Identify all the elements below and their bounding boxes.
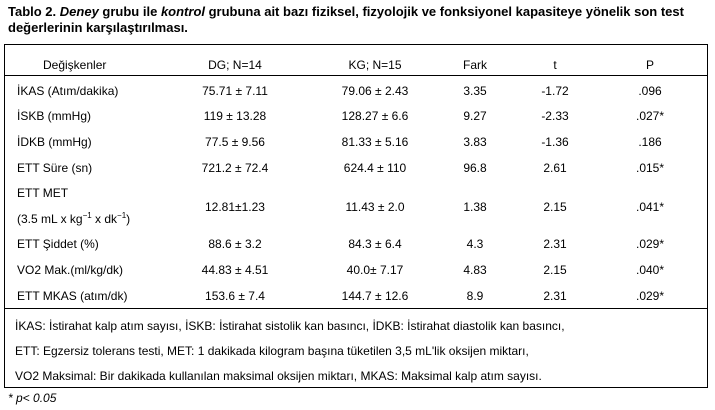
row-6-dg: 44.83 ± 4.51 bbox=[201, 263, 269, 277]
row-4-dg: 12.81±1.23 bbox=[205, 200, 265, 214]
caption-text-1: grubu ile bbox=[98, 4, 161, 19]
footnote-1: İKAS: İstirahat kalp atım sayısı, İSKB: İstirahat sistolik kan basıncı, İDKB: İstirahat diastolik kan basıncı, bbox=[15, 319, 565, 333]
caption-label: Tablo 2. bbox=[8, 4, 57, 19]
row-4-p: .041* bbox=[635, 200, 665, 214]
row-0-fark: 3.35 bbox=[463, 84, 487, 98]
row-0-p: .096 bbox=[638, 84, 662, 98]
header-rule bbox=[5, 75, 707, 76]
header-dg: DG; N=14 bbox=[208, 58, 262, 72]
row-3-kg: 624.4 ± 110 bbox=[343, 161, 407, 175]
row-2-kg: 81.33 ± 5.16 bbox=[341, 135, 409, 149]
row-5-dg: 88.6 ± 3.2 bbox=[208, 237, 262, 251]
row-3-dg: 721.2 ± 72.4 bbox=[201, 161, 269, 175]
row-1-dg: 119 ± 13.28 bbox=[203, 109, 267, 123]
row-7-fark: 8.9 bbox=[466, 289, 484, 303]
row-4-fark: 1.38 bbox=[463, 200, 487, 214]
row-5-fark: 4.3 bbox=[466, 237, 484, 251]
row-0-name: İKAS (Atım/dakika) bbox=[17, 84, 119, 98]
row-5-name: ETT Şiddet (%) bbox=[17, 237, 99, 251]
row-4-unit-e: ) bbox=[126, 212, 131, 226]
header-t: t bbox=[553, 58, 557, 72]
row-7-kg: 144.7 ± 12.6 bbox=[341, 289, 409, 303]
row-2-name: İDKB (mmHg) bbox=[17, 135, 92, 149]
caption-text-2: grubuna ait bazı fiziksel, fizyolojik ve fonksiyonel kapasiteye yönelik son test değerlerinin karşılaştırılması. bbox=[8, 4, 684, 35]
row-6-kg: 40.0± 7.17 bbox=[346, 263, 404, 277]
row-7-name: ETT MKAS (atım/dk) bbox=[17, 289, 128, 303]
header-kg: KG; N=15 bbox=[348, 58, 402, 72]
footnote-2: ETT: Egzersiz tolerans testi, MET: 1 dakikada kilogram başına tüketilen 3,5 mL'lik oksijen miktarı, bbox=[15, 344, 529, 358]
row-4-unit-exp1: −1 bbox=[82, 211, 92, 220]
header-fark: Fark bbox=[463, 58, 487, 72]
table-caption bbox=[8, 4, 708, 36]
row-6-p: .040* bbox=[635, 263, 665, 277]
row-5-p: .029* bbox=[635, 237, 665, 251]
row-0-dg: 75.71 ± 7.11 bbox=[202, 84, 268, 98]
row-6-fark: 4.83 bbox=[463, 263, 487, 277]
caption-kontrol: kontrol bbox=[160, 4, 205, 19]
table-frame bbox=[4, 44, 708, 388]
row-3-name: ETT Süre (sn) bbox=[17, 161, 93, 175]
row-2-dg: 77.5 ± 9.56 bbox=[205, 135, 265, 149]
row-1-p: .027* bbox=[635, 109, 665, 123]
row-7-dg: 153.6 ± 7.4 bbox=[205, 289, 265, 303]
row-0-kg: 79.06 ± 2.43 bbox=[341, 84, 409, 98]
row-5-kg: 84.3 ± 6.4 bbox=[348, 237, 402, 251]
row-6-name: VO2 Mak.(ml/kg/dk) bbox=[17, 263, 124, 277]
header-degiskenler: Değişkenler bbox=[43, 58, 107, 72]
header-p: P bbox=[645, 58, 654, 72]
caption-deney: Deney bbox=[59, 4, 99, 19]
row-4-unit bbox=[17, 212, 130, 226]
row-0-t: -1.72 bbox=[541, 84, 569, 98]
row-7-t: 2.31 bbox=[543, 289, 567, 303]
row-3-p: .015* bbox=[635, 161, 665, 175]
row-7-p: .029* bbox=[635, 289, 665, 303]
row-1-fark: 9.27 bbox=[463, 109, 487, 123]
row-4-unit-c: x dk bbox=[91, 212, 118, 226]
row-6-t: 2.15 bbox=[543, 263, 567, 277]
row-4-kg: 11.43 ± 2.0 bbox=[345, 200, 405, 214]
row-4-t: 2.15 bbox=[543, 200, 567, 214]
row-3-t: 2.61 bbox=[543, 161, 567, 175]
row-5-t: 2.31 bbox=[543, 237, 567, 251]
row-2-p: .186 bbox=[638, 135, 662, 149]
significance-note: * p< 0.05 bbox=[8, 391, 57, 405]
row-3-fark: 96.8 bbox=[463, 161, 487, 175]
row-1-t: -2.33 bbox=[541, 109, 569, 123]
row-1-kg: 128.27 ± 6.6 bbox=[341, 109, 409, 123]
row-2-t: -1.36 bbox=[541, 135, 569, 149]
body-rule bbox=[5, 308, 707, 309]
footnote-3: VO2 Maksimal: Bir dakikada kullanılan maksimal oksijen miktarı, MKAS: Maksimal kalp atım sayısı. bbox=[15, 369, 542, 383]
row-2-fark: 3.83 bbox=[463, 135, 487, 149]
row-4-unit-a: (3.5 mL x kg bbox=[17, 212, 83, 226]
row-1-name: İSKB (mmHg) bbox=[17, 109, 92, 123]
row-4-unit-exp2: −1 bbox=[117, 211, 127, 220]
row-4-name: ETT MET bbox=[17, 186, 69, 200]
